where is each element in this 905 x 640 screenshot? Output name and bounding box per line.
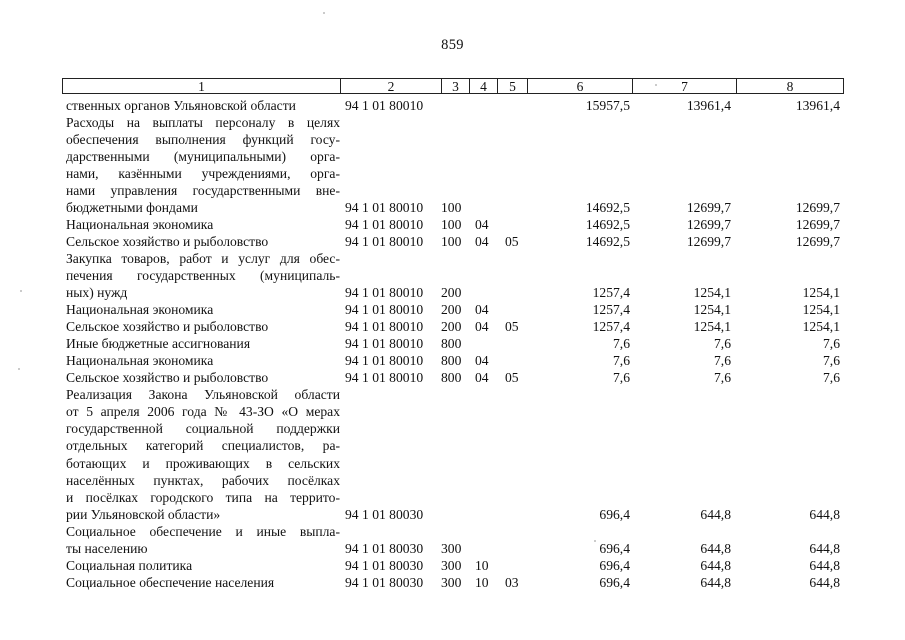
header-col-3: 3 xyxy=(442,79,470,94)
row-value-col8: 644,8 xyxy=(809,557,840,573)
header-col-5: 5 xyxy=(498,79,528,94)
row-value-col8: 7,6 xyxy=(823,370,840,386)
row-name xyxy=(66,301,340,318)
row-subsection: 05 xyxy=(505,233,519,249)
row-value-col6: 7,6 xyxy=(613,370,630,386)
row-value-col6: 7,6 xyxy=(613,353,630,369)
row-code: 94 1 01 80010 xyxy=(345,285,424,301)
row-code: 94 1 01 80010 xyxy=(345,319,424,335)
row-expense-type: 800 xyxy=(441,370,462,386)
row-section xyxy=(475,97,499,114)
row-name xyxy=(66,574,340,591)
row-value-col6: 1257,4 xyxy=(592,319,630,335)
row-name-line: печения государственных (муниципаль- xyxy=(66,267,340,283)
row-name xyxy=(66,369,340,386)
row-expense-type: 200 xyxy=(441,285,462,301)
row-name xyxy=(66,335,340,352)
row-value-col7: 7,6 xyxy=(714,336,731,352)
row-section: 04 xyxy=(475,216,489,232)
row-name-line: Национальная экономика xyxy=(66,216,214,232)
row-value-col8: 13961,4 xyxy=(795,97,840,113)
row-subsection xyxy=(505,284,529,301)
row-code: 94 1 01 80030 xyxy=(345,557,424,573)
row-name-line: Иные бюджетные ассигнования xyxy=(66,336,251,352)
row-expense-type: 100 xyxy=(441,216,462,232)
row-value-col7: 12699,7 xyxy=(686,216,731,232)
row-subsection: 05 xyxy=(505,319,519,335)
row-value-col6: 15957,5 xyxy=(585,97,630,113)
header-col-2: 2 xyxy=(341,79,442,94)
header-col-1: 1 xyxy=(63,79,341,94)
row-name-line: отдельных категорий специалистов, ра- xyxy=(66,438,340,454)
header-col-6: 6 xyxy=(528,79,633,94)
row-subsection xyxy=(505,335,529,352)
row-name-line: Закупка товаров, работ и услуг для обес- xyxy=(66,250,340,266)
row-section xyxy=(475,540,499,557)
row-code: 94 1 01 80010 xyxy=(345,370,424,386)
row-value-col8: 12699,7 xyxy=(795,216,840,232)
row-section: 04 xyxy=(475,233,489,249)
row-value-col6: 14692,5 xyxy=(585,216,630,232)
row-value-col6: 14692,5 xyxy=(585,199,630,215)
row-value-col6: 696,4 xyxy=(599,557,630,573)
row-value-col6: 696,4 xyxy=(599,574,630,590)
table-header xyxy=(62,78,844,94)
row-subsection xyxy=(505,216,529,233)
row-name xyxy=(66,114,340,216)
row-name-line: дарственными (муниципальными) орга- xyxy=(66,148,340,164)
row-expense-type: 200 xyxy=(441,302,462,318)
row-name xyxy=(66,250,340,301)
row-value-col8: 1254,1 xyxy=(802,302,840,318)
row-expense-type: 100 xyxy=(441,199,462,215)
row-section: 04 xyxy=(475,370,489,386)
row-code: 94 1 01 80010 xyxy=(345,336,424,352)
header-col-8: 8 xyxy=(786,79,794,94)
row-name-line: Национальная экономика xyxy=(66,302,214,318)
scan-speck xyxy=(323,12,325,14)
row-value-col6: 696,4 xyxy=(599,540,630,556)
row-subsection xyxy=(505,506,529,523)
row-value-col8: 7,6 xyxy=(823,336,840,352)
row-code: 94 1 01 80030 xyxy=(345,574,424,590)
row-expense-type: 200 xyxy=(441,319,462,335)
row-name-line: ственных органов Ульяновской области xyxy=(66,97,296,113)
row-value-col7: 12699,7 xyxy=(686,199,731,215)
row-expense-type xyxy=(441,97,471,114)
row-name-line: обеспечения выполнения функций госу- xyxy=(66,131,340,147)
page-number: 859 xyxy=(441,37,464,53)
row-name-line: ботающих и проживающих в сельских xyxy=(66,455,340,471)
row-expense-type: 300 xyxy=(441,574,462,590)
row-value-col7: 1254,1 xyxy=(693,319,731,335)
row-value-col6: 1257,4 xyxy=(592,302,630,318)
row-value-col7: 644,8 xyxy=(700,557,731,573)
row-value-col7: 1254,1 xyxy=(693,302,731,318)
scan-speck xyxy=(655,84,657,86)
row-code: 94 1 01 80010 xyxy=(345,216,424,232)
scan-speck xyxy=(594,540,596,542)
row-section: 04 xyxy=(475,319,489,335)
row-name-line: Сельское хозяйство и рыболовство xyxy=(66,370,269,386)
row-name-line: ты населению xyxy=(66,540,148,556)
row-section: 04 xyxy=(475,302,489,318)
row-code: 94 1 01 80030 xyxy=(345,540,424,556)
row-value-col7: 7,6 xyxy=(714,370,731,386)
row-subsection xyxy=(505,557,529,574)
row-value-col7: 644,8 xyxy=(700,540,731,556)
row-value-col8: 644,8 xyxy=(809,574,840,590)
row-value-col7: 13961,4 xyxy=(686,97,731,113)
row-value-col6: 14692,5 xyxy=(585,233,630,249)
row-code: 94 1 01 80010 xyxy=(345,353,424,369)
row-expense-type: 800 xyxy=(441,336,462,352)
row-name xyxy=(66,352,340,369)
row-subsection xyxy=(505,199,529,216)
row-name-line: нами, казёнными учреждениями, орга- xyxy=(66,165,340,181)
row-name xyxy=(66,318,340,335)
row-section: 04 xyxy=(475,353,489,369)
row-name-line: Национальная экономика xyxy=(66,353,214,369)
header-col-7: 7 xyxy=(633,79,737,94)
row-name-line: от 5 апреля 2006 года № 43-ЗО «О мерах xyxy=(66,404,340,420)
row-name xyxy=(66,216,340,233)
row-value-col6: 1257,4 xyxy=(592,285,630,301)
row-section xyxy=(475,284,499,301)
row-value-col7: 644,8 xyxy=(700,506,731,522)
row-code: 94 1 01 80010 xyxy=(345,302,424,318)
row-value-col8: 1254,1 xyxy=(802,319,840,335)
row-subsection xyxy=(505,97,529,114)
row-subsection: 03 xyxy=(505,574,519,590)
row-name xyxy=(66,523,340,557)
row-name-line: Социальное обеспечение и иные выпла- xyxy=(66,523,340,539)
row-value-col8: 1254,1 xyxy=(802,285,840,301)
row-expense-type xyxy=(441,506,471,523)
row-section: 10 xyxy=(475,557,489,573)
row-value-col6: 7,6 xyxy=(613,336,630,352)
row-name xyxy=(66,233,340,250)
scan-speck xyxy=(18,368,20,370)
row-name-line: населённых пунктах, рабочих посёлках xyxy=(66,472,340,488)
row-name-line: Сельское хозяйство и рыболовство xyxy=(66,233,269,249)
row-code: 94 1 01 80010 xyxy=(345,97,424,113)
row-name-line: рии Ульяновской области» xyxy=(66,506,221,522)
row-section xyxy=(475,199,499,216)
row-section: 10 xyxy=(475,574,489,590)
row-name-line: и посёлках городского типа на террито- xyxy=(66,489,340,505)
row-name-line: бюджетными фондами xyxy=(66,199,198,215)
row-value-col7: 1254,1 xyxy=(693,285,731,301)
row-name-line: Расходы на выплаты персоналу в целях xyxy=(66,114,340,130)
row-name xyxy=(66,386,340,522)
header-col-4: 4 xyxy=(470,79,498,94)
row-name xyxy=(66,557,340,574)
row-value-col8: 644,8 xyxy=(809,506,840,522)
row-subsection xyxy=(505,540,529,557)
row-value-col8: 7,6 xyxy=(823,353,840,369)
row-code: 94 1 01 80030 xyxy=(345,506,424,522)
row-name-line: Реализация Закона Ульяновской области xyxy=(66,387,340,403)
scan-speck xyxy=(20,290,22,292)
row-value-col7: 644,8 xyxy=(700,574,731,590)
row-expense-type: 300 xyxy=(441,557,462,573)
row-name xyxy=(66,97,340,114)
row-value-col7: 7,6 xyxy=(714,353,731,369)
row-value-col8: 644,8 xyxy=(809,540,840,556)
row-section xyxy=(475,335,499,352)
row-name-line: Сельское хозяйство и рыболовство xyxy=(66,319,269,335)
row-subsection xyxy=(505,352,529,369)
row-value-col8: 12699,7 xyxy=(795,233,840,249)
row-name-line: ных) нужд xyxy=(66,285,128,301)
row-subsection xyxy=(505,301,529,318)
row-value-col8: 12699,7 xyxy=(795,199,840,215)
row-name-line: Социальная политика xyxy=(66,557,193,573)
row-value-col6: 696,4 xyxy=(599,506,630,522)
row-subsection: 05 xyxy=(505,370,519,386)
row-name-line: нами управления государственными вне- xyxy=(66,182,340,198)
row-value-col7: 12699,7 xyxy=(686,233,731,249)
row-name-line: государственной социальной поддержки xyxy=(66,421,340,437)
row-name-line: Социальное обеспечение населения xyxy=(66,574,275,590)
row-expense-type: 300 xyxy=(441,540,462,556)
row-code: 94 1 01 80010 xyxy=(345,199,424,215)
row-expense-type: 800 xyxy=(441,353,462,369)
row-section xyxy=(475,506,499,523)
row-code: 94 1 01 80010 xyxy=(345,233,424,249)
row-expense-type: 100 xyxy=(441,233,462,249)
